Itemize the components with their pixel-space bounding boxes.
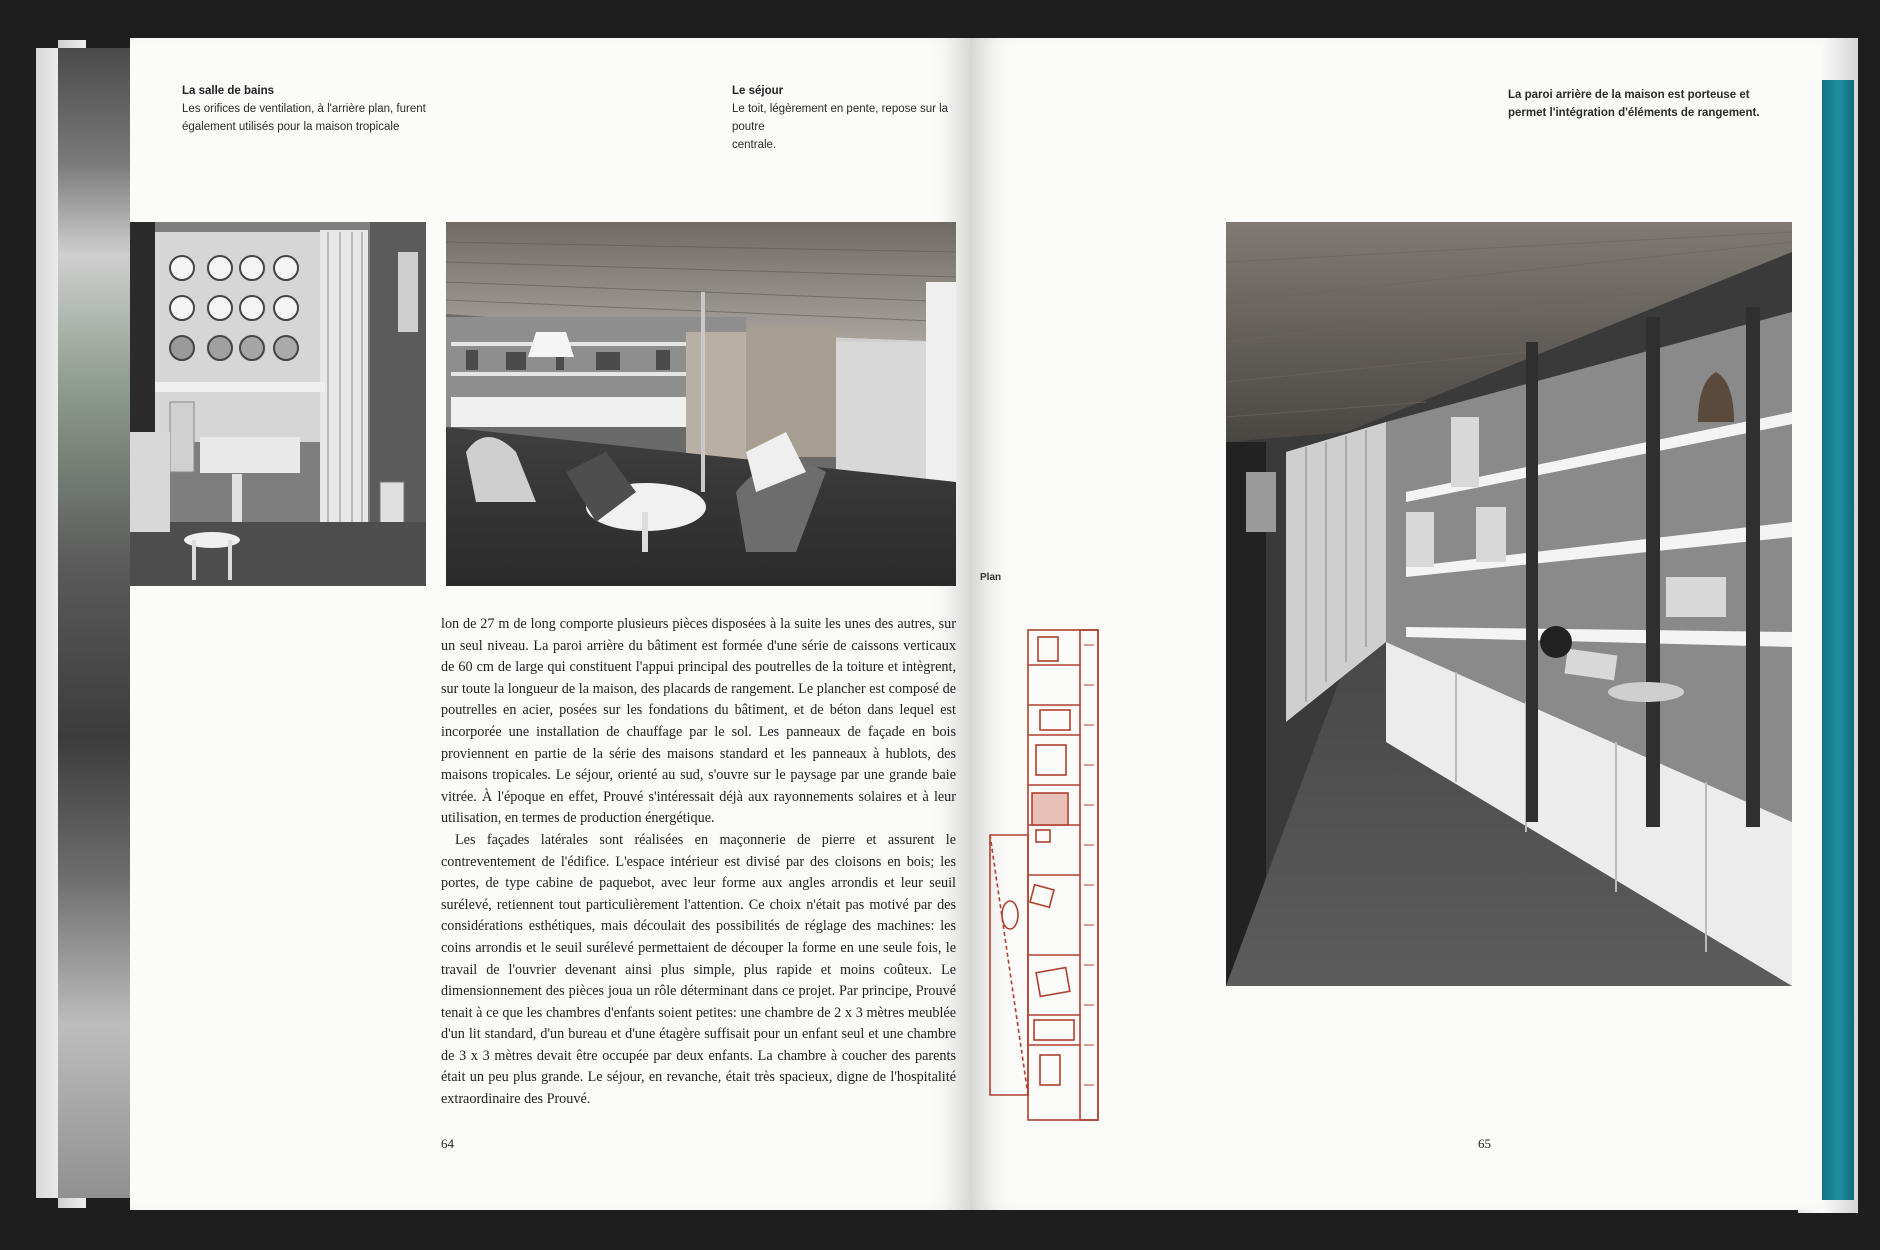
page-number-left: 64	[441, 1136, 454, 1151]
underlying-page-photo	[58, 48, 130, 1198]
page-number-right: 65	[1478, 1136, 1491, 1151]
caption-line: Le toit, légèrement en pente, repose sur la poutre	[732, 103, 949, 133]
bathroom-photo	[130, 222, 426, 586]
body-text	[441, 614, 956, 1111]
caption-line: permet l'intégration d'éléments de rangement.	[1508, 107, 1760, 119]
caption-line: La paroi arrière de la maison est porteuse et	[1508, 89, 1750, 101]
caption-line: également utilisés pour la maison tropicale	[182, 121, 400, 133]
caption-title: La salle de bains	[182, 85, 275, 97]
caption-line: Les orifices de ventilation, à l'arrière plan, furent	[182, 103, 426, 115]
paragraph: lon de 27 m de long comporte plusieurs pièces disposées à la suite les unes des autres, sur un seul niveau. La paroi arrière du bâtiment est formée d'une série de caissons verticaux de 60 cm de large qui constituent l'appui principal des poutrelles de la toiture et intègrent, sur toute la longueur de la maison, des placards de rangement. Le plancher est composé de poutrelles en acier, posées sur les fondations du bâtiment, et de béton dans lequel est incorporée une installation de chauffage par le sol. Les panneaux de façade en bois proviennent en partie de la série des maisons standard et les panneaux à hublots, des maisons tropicales. Le séjour, orienté au sud, s'ouvre sur le paysage par une grande baie vitrée. À l'époque en effet, Prouvé s'intéressait déjà aux rayonnements solaires et à leur utilisation, en termes de production énergétique.	[441, 616, 956, 827]
paragraph: Les façades latérales sont réalisées en maçonnerie de pierre et assurent le contreventement de l'édifice. L'espace intérieur est divisé par des cloisons en bois; les portes, de type cabine de paquebot, avec leur forme aux angles arrondis et leur seuil surélevé, retiennent tout particulièrement l'attention. Ce choix n'était pas motivé par des considérations esthétiques, mais découlait des possibilités de réglage des machines: les coins arrondis et le seuil surélevé permettaient de découper la forme en une seule fois, le travail de l'ouvrier devenant ainsi plus simple, plus rapide et moins coûteux. Le dimensionnement des pièces joua un rôle déterminant dans ce projet. Par principe, Prouvé tenait à ce que les chambres d'enfants soient petites: une chambre de 2 x 3 mètres meublée d'un lit standard, d'un bureau et d'une étagère suffisait pour un enfant seul et une chambre de 3 x 3 mètres devait être occupée par deux enfants. La chambre à coucher des parents était un peu plus grande. Le séjour, en revanche, était très spacieux, digne de l'hospitalité extraordinaire des Prouvé.	[441, 831, 956, 1108]
caption-title: Le séjour	[732, 85, 784, 97]
living-room-photo	[446, 222, 956, 586]
plan-label: Plan	[980, 572, 1002, 583]
caption-line: centrale.	[732, 139, 777, 151]
storage-wall-photo	[1226, 222, 1792, 986]
floor-plan-drawing	[980, 625, 1120, 1125]
caption-living-room	[732, 82, 972, 154]
caption-storage-wall	[1508, 86, 1788, 122]
caption-bathroom	[182, 82, 482, 136]
